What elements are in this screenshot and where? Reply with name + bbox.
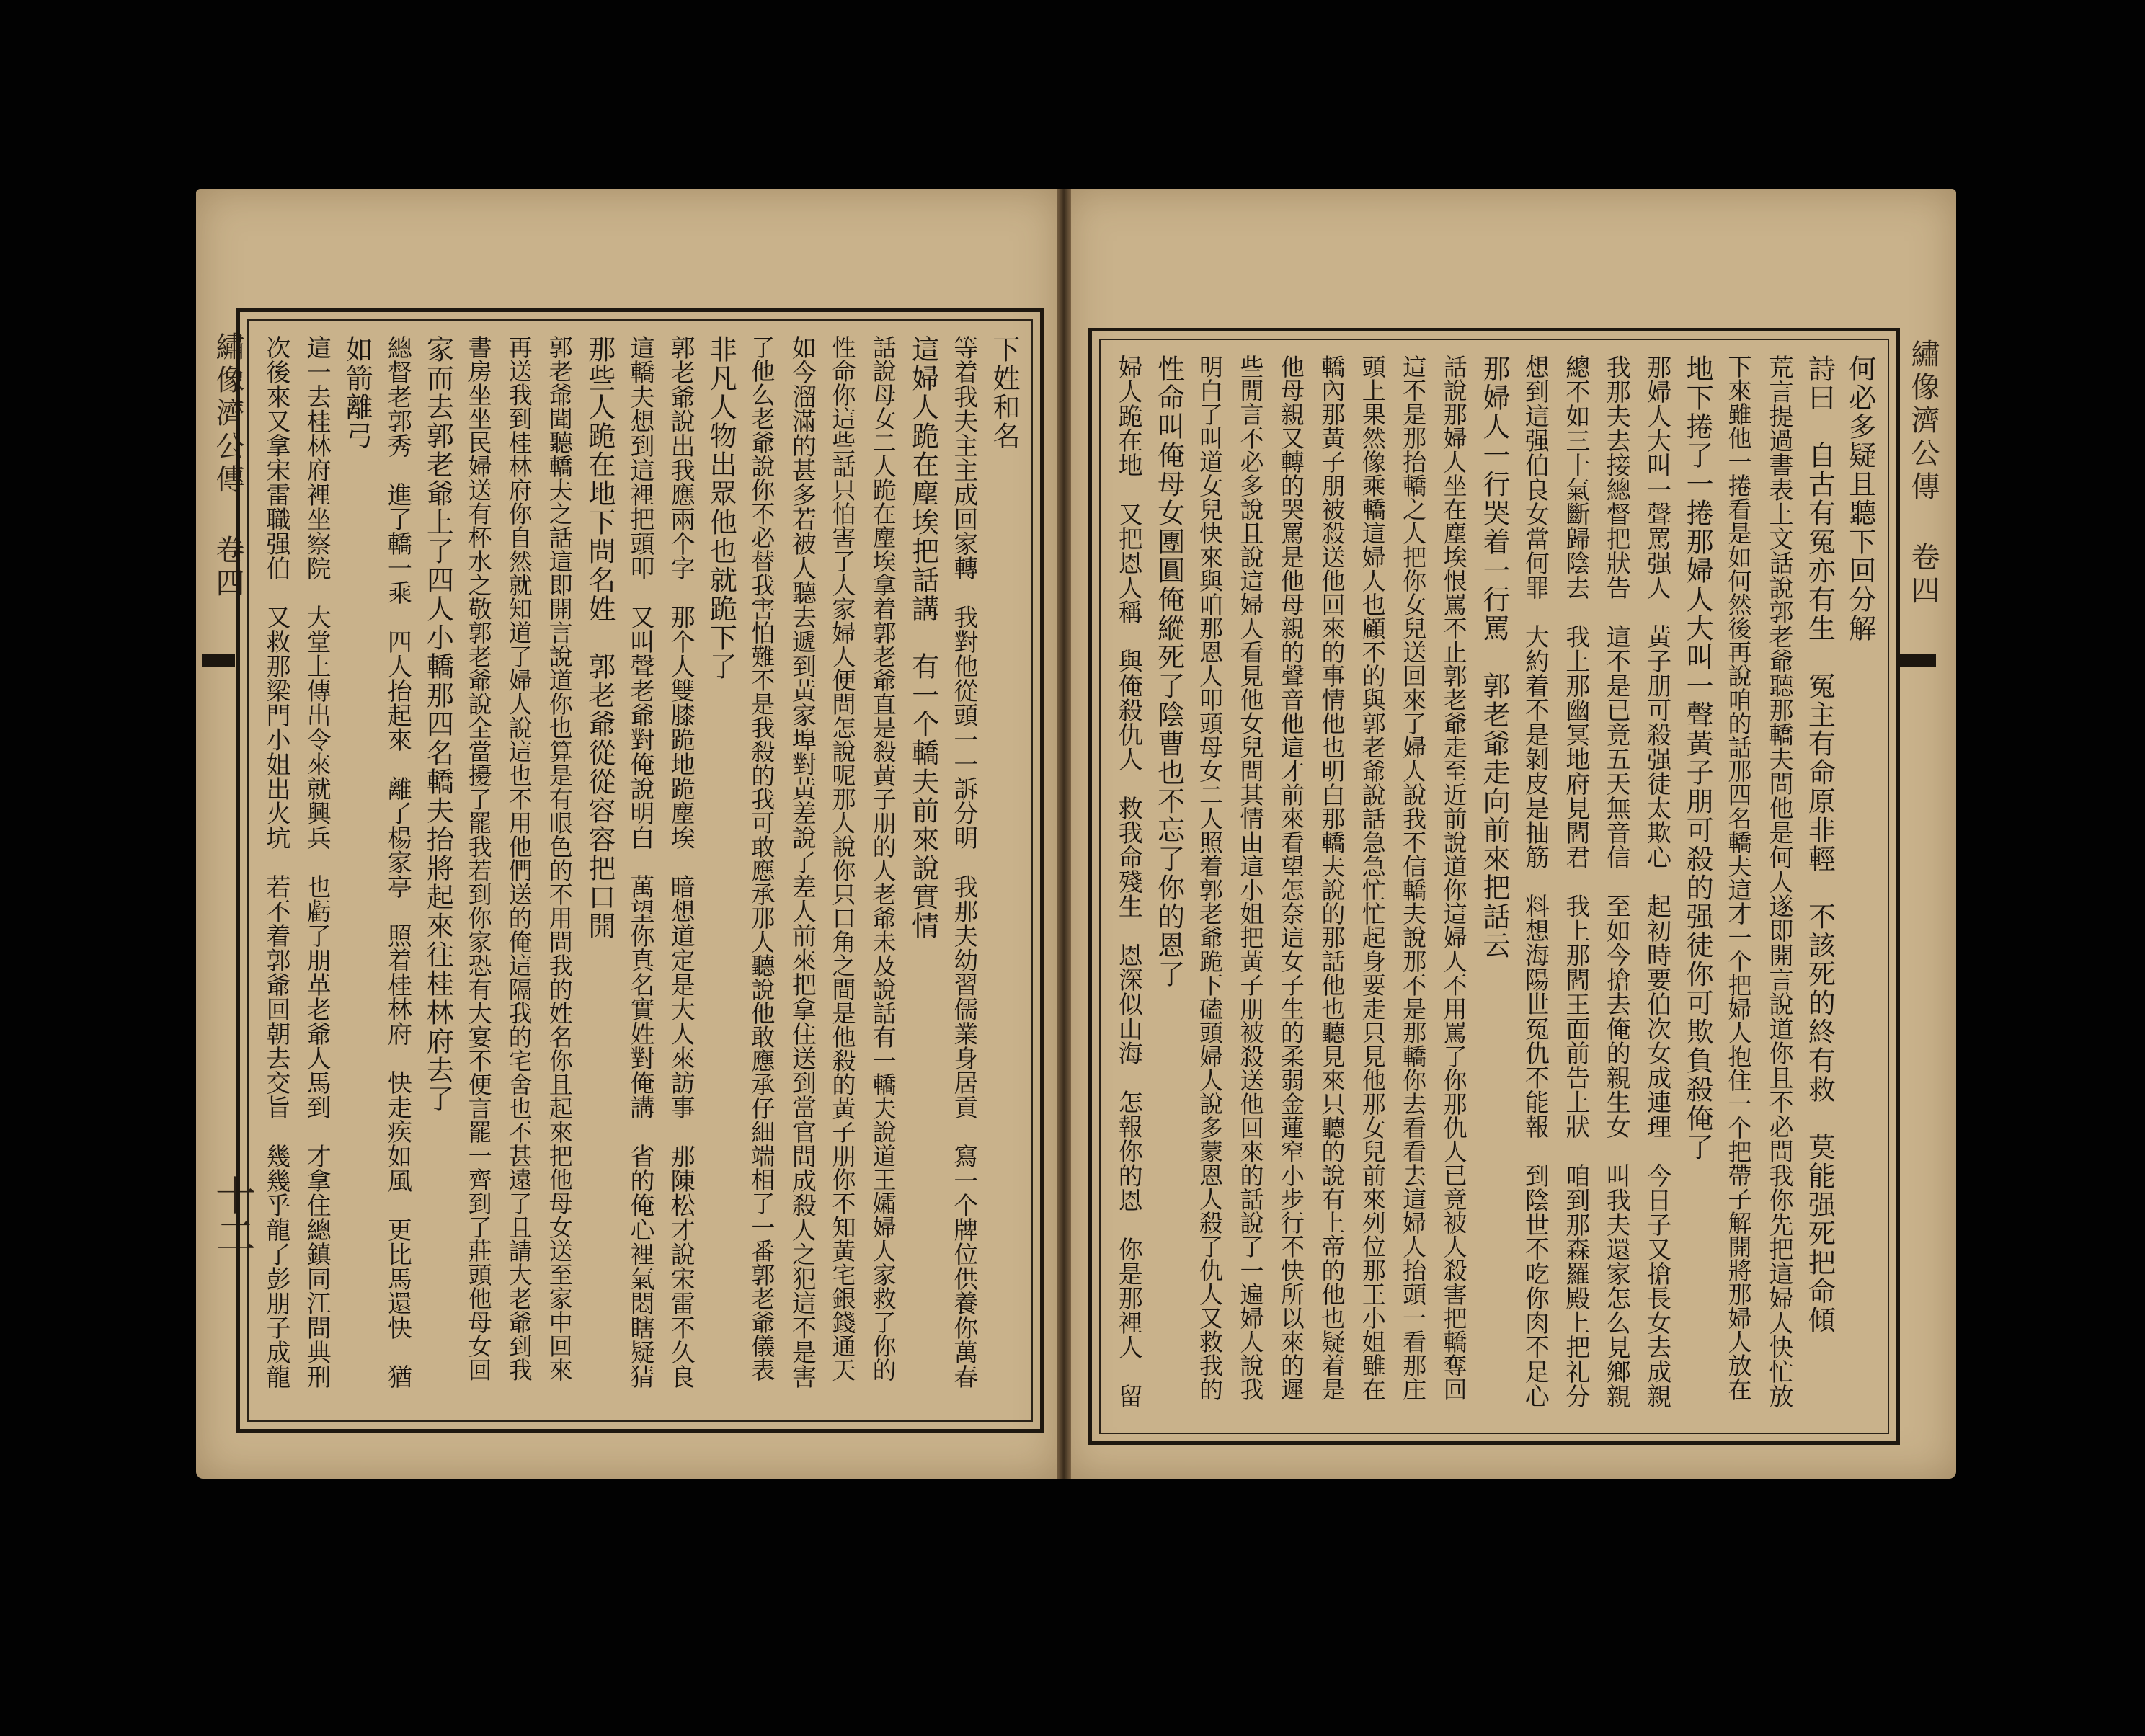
right_page-text-column: 總不如三十氣斷歸陰去 我上那幽冥地府見閻君 我上那閻王面前告上狀 咱到那森羅殿上把礼分 <box>1560 355 1590 1408</box>
right-text-block <box>1099 339 1889 1434</box>
left_page-text-column: 了他么老爺說你不必替我害怕難不是我殺的我可敢應承那人聽說他敢應承仔細端相了一番郭老爺儀表 <box>747 335 776 1381</box>
right_page-text-column: 些閒言不必多說且說這婦人看見他女兒問其情由這小姐把黃子朋被殺送他回來的話說了一遍婦人說我 <box>1236 355 1265 1401</box>
left_page-text-column: 總督老郭秀 進了轎一乘 四人抬起來 離了楊家亭 照着桂林府 快走疾如風 更比馬還快 猶 <box>383 335 412 1389</box>
left_page-text-column: 性命你這些話只怕害了人家婦人便問怎說呢那人說你只口角之間是他殺的黃子朋你不知黃宅銀錢通天 <box>828 335 857 1381</box>
folio-number: 十二 <box>209 1175 256 1255</box>
left-margin-ink-mark <box>202 654 235 667</box>
left-margin-strip: 繡像濟公傳 卷四 <box>211 331 244 601</box>
right_page-text-column: 這不是那抬轎之人把你女兒送回來了婦人說我不信轎夫說那不是那轎你去看看去這婦人抬頭一看那庄 <box>1399 355 1428 1401</box>
right_page-text-column: 那婦人一行哭着一行罵 郭老爺走向前來把話云 <box>1478 355 1510 960</box>
left-text-block <box>247 319 1033 1422</box>
right_page-text-column: 話說那婦人坐在塵埃恨罵不止郭老爺走至近前說道你這婦人不用罵了你那仇人已竟被人殺害把轎奪回 <box>1439 355 1468 1401</box>
right_page-text-column: 我那夫去接總督把狀告 這不是已竟五天無音信 至如今搶去俺的親生女 叫我夫還家怎么見鄉親 <box>1602 355 1631 1408</box>
left_page-text-column: 家而去郭老爺上了四人小轎那四名轎夫抬將起來往桂林府去了 <box>422 335 454 1113</box>
left_page-text-column: 再送我到桂林府你自然就知道了婦人說這也不用他們送的俺這隔我的宅舍也不甚遠了且請大老爺到我 <box>505 335 533 1381</box>
right_page-text-column: 想到這强伯良女當何罪 大約着不是剝皮是抽筋 料想海陽世冤仇不能報 到陰世不吃你肉不足心 <box>1520 355 1550 1408</box>
right_page-text-column: 轎內那黃子朋被殺送他回來的事情他也明白那轎夫說的那話他也聽見來只聽的說有上帝的他也疑着是 <box>1318 355 1346 1401</box>
left_page-text-column: 這婦人跪在塵埃把話講 有一个轎夫前來說實情 <box>907 335 939 940</box>
book-spine <box>1057 189 1071 1479</box>
left_page-text-column: 這一去桂林府裡坐察院 大堂上傳出令來就興兵 也虧了朋革老爺人馬到 才拿住總鎮同江問典刑 <box>302 335 332 1389</box>
right_page-text-column: 下來雖他一捲看是如何然後再說咱的話那四名轎夫這才一个把婦人抱住一个把帶子解開將那婦人放在 <box>1724 355 1753 1401</box>
left_page-text-column: 話說母女二人跪在塵埃拿着郭老爺直是殺黃子朋的人老爺未及說話有一轎夫說道王孀婦人家救了你的 <box>869 335 897 1381</box>
left_page-text-column: 這轎夫想到這裡把頭叩 又叫聲老爺對俺說明白 萬望你真名實姓對俺講 省的俺心裡氣悶瞎疑猜 <box>626 335 654 1389</box>
right-margin-ink-mark <box>1897 654 1936 667</box>
right_page-text-column: 荒言提過書表上文話說郭老爺聽那轎夫問他是何人遂即開言說道你且不必問我你先把這婦人快忙放 <box>1764 355 1793 1408</box>
left_page-text-column: 郭老爺聞聽轎夫之話這即開言說道你也算是有眼色的不用問我的姓名你且起來把他母女送至家中回來 <box>545 335 574 1381</box>
right_page-text-column: 婦人跪在地 又把恩人稱 與俺殺仇人 救我命殘生 恩深似山海 怎報你的恩 你是那裡人 留 <box>1114 355 1143 1408</box>
left_page-text-column: 下姓和名 <box>987 335 1020 450</box>
left_page-text-column: 如今溜滿的甚多若被人聽去遞到黃家埠對黃差說了差人前來把拿住送到當官問成殺人之犯這不是害 <box>787 335 817 1389</box>
left_page-text-column: 郭老爺說出我應兩个字 那个人雙膝跪地跪塵埃 暗想道定是大人來訪事 那陳松才說宋雷不久良 <box>666 335 696 1389</box>
left_page-text-column: 非凡人物出眾他也就跪下了 <box>705 335 737 681</box>
left_page-text-column: 等着我夫主主成回家轉 我對他從頭一一訴分明 我那夫幼習儒業身居貢 寫一个牌位供養你萬春 <box>949 335 978 1389</box>
left-text-frame <box>236 308 1044 1433</box>
right-margin-strip: 繡像濟公傳 卷四 <box>1906 339 1940 608</box>
left_page-text-column: 次後來又拿宋雷職强伯 又救那梁門小姐出火坑 若不着郭爺回朝去交旨 幾幾乎龍了彭朋子成龍 <box>262 335 291 1389</box>
right_page-text-column: 性命叫俺母女團圓俺縱死了陰曹也不忘了你的恩了 <box>1153 355 1185 989</box>
right_page-text-column: 何必多疑且聽下回分解 <box>1844 355 1876 643</box>
right_page-text-column: 那婦人大叫一聲罵强人 黃子朋可殺强徒太欺心 起初時要伯次女成連理 今日子又搶長女去成親 <box>1642 355 1671 1408</box>
right_page-text-column: 頭上果然像乘轎這婦人也顧不的與郭老爺說話急急忙忙起身要走只見他那女兒前來列位那王小姐雖在 <box>1358 355 1387 1401</box>
right_page-text-column: 他母親又轉的哭罵是他母親的聲音他這才前來看望怎奈這女子生的柔弱金蓮窄小步行不快所以來的遲 <box>1276 355 1305 1401</box>
left_page-text-column: 那些人跪在地下問名姓 郭老爺從從容容把口開 <box>583 335 616 940</box>
right_page-text-column: 明白了叫道女兒快來與咱那恩人叩頭母女二人照着郭老爺跪下磕頭婦人說多蒙恩人殺了仇人又救我的 <box>1196 355 1225 1401</box>
left_page-text-column: 如箭離弓 <box>341 335 373 450</box>
right_page-text-column: 詩曰 自古有冤亦有生 冤主有命原非輕 不該死的終有救 莫能强死把命傾 <box>1803 355 1836 1335</box>
right_page-text-column: 地下捲了一捲那婦人大叫一聲黃子朋可殺的强徒你可欺負殺俺了 <box>1682 355 1714 1162</box>
left_page-text-column: 書房坐坐民婦送有杯水之敬郭老爺說全當擾了罷我若到你家恐有大宴不便言罷一齊到了莊頭他母女回 <box>464 335 493 1381</box>
right-text-frame <box>1088 328 1900 1445</box>
